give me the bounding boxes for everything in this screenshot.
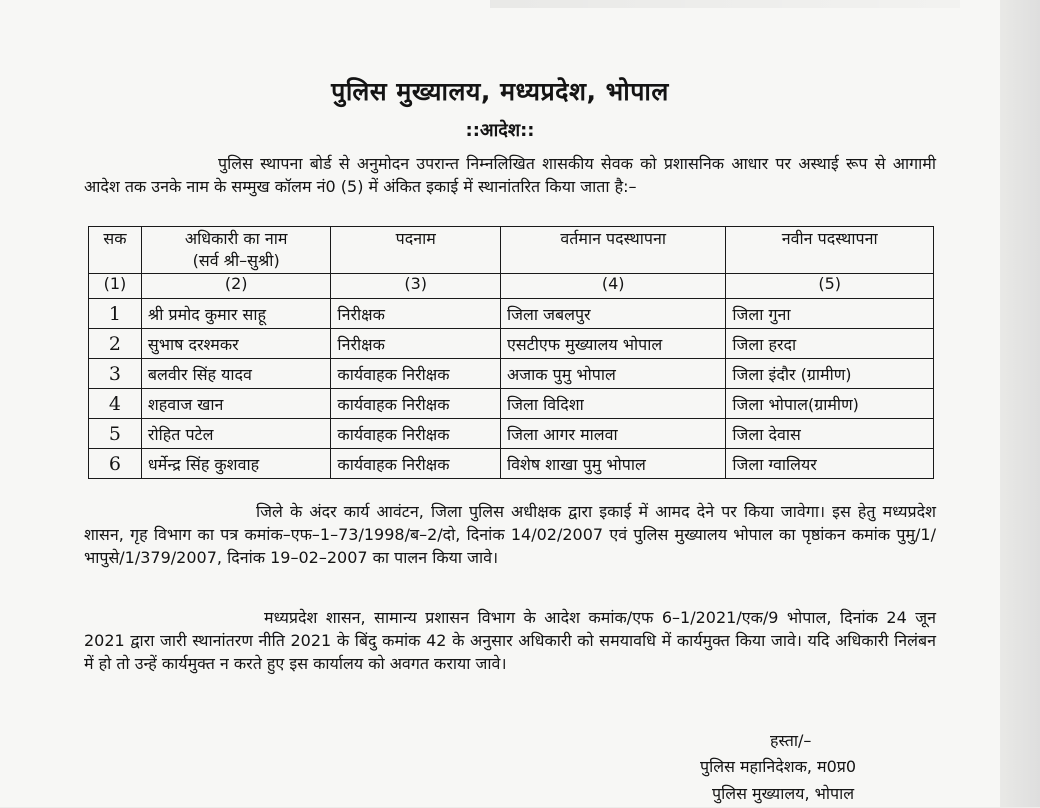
col-number: (2): [141, 274, 331, 299]
cell-designation: कार्यवाहक निरीक्षक: [331, 449, 501, 479]
cell-designation: कार्यवाहक निरीक्षक: [331, 419, 501, 449]
cell-sno: 2: [89, 329, 142, 359]
cell-designation: कार्यवाहक निरीक्षक: [331, 359, 501, 389]
cell-current-posting: अजाक पुमु भोपाल: [501, 359, 726, 389]
intro-paragraph: पुलिस स्थापना बोर्ड से अनुमोदन उपरान्त निम्नलिखित शासकीय सेवक को प्रशासनिक आधार पर अस्थाई रूप से आगामी आदेश तक उनके नाम के सम्मुख कॉलम नं0 (5) में अंकित इकाई में स्थानांतरित किया जाता है:–: [84, 154, 936, 196]
cell-sno: 4: [89, 389, 142, 419]
col-number: (4): [501, 274, 726, 299]
col-header-current-posting: वर्तमान पदस्थापना: [501, 227, 726, 274]
cell-new-posting: जिला इंदौर (ग्रामीण): [726, 359, 934, 389]
col-header-sno: सक: [89, 227, 142, 274]
cell-designation: निरीक्षक: [331, 299, 501, 329]
cell-new-posting: जिला गुना: [726, 299, 934, 329]
cell-name: रोहित पटेल: [141, 419, 331, 449]
column-number-row: [89, 274, 934, 299]
cell-current-posting: जिला आगर मालवा: [501, 419, 726, 449]
cell-name: श्री प्रमोद कुमार साहू: [141, 299, 331, 329]
cell-name: धर्मेन्द्र सिंह कुशवाह: [141, 449, 331, 479]
page-title: पुलिस मुख्यालय, मध्यप्रदेश, भोपाल: [331, 77, 669, 106]
cell-sno: 5: [89, 419, 142, 449]
cell-sno: 6: [89, 449, 142, 479]
cell-designation: कार्यवाहक निरीक्षक: [331, 389, 501, 419]
cell-current-posting: एसटीएफ मुख्यालय भोपाल: [501, 329, 726, 359]
cell-new-posting: जिला देवास: [726, 419, 934, 449]
col-header-name-line2: (सर्व श्री–सुश्री): [192, 251, 280, 270]
col-header-designation: पदनाम: [331, 227, 501, 274]
table-row: [89, 299, 934, 329]
table-row: [89, 419, 934, 449]
signature-mark: हस्ता/–: [770, 731, 812, 750]
instruction-paragraph: जिले के अंदर कार्य आवंटन, जिला पुलिस अधीक्षक द्वारा इकाई में आमद देने पर किया जावेगा। इस हेतु मध्यप्रदेश शासन, गृह विभाग का पत्र कमांक–एफ–1–73/1998/ब–2/दो, दिनांक 14/02/2007 एवं पुलिस मुख्यालय भोपाल का पृष्ठांकन कमांक पुमु/1/भापुसे/1/379/2007, दिनांक 19–02–2007 का पालन किया जावे।: [84, 502, 936, 567]
signatory-designation: पुलिस महानिदेशक, म0प्र0: [700, 757, 857, 776]
order-heading: ::आदेश::: [465, 120, 535, 141]
relieving-paragraph: मध्यप्रदेश शासन, सामान्य प्रशासन विभाग के आदेश कमांक/एफ 6–1/2021/एक/9 भोपाल, दिनांक 24 जून 2021 द्वारा जारी स्थानांतरण नीति 2021 के बिंदु कमांक 42 के अनुसार अधिकारी को समयावधि में कार्यमुक्त किया जावे। यदि अधिकारी निलंबन में हो तो उन्हें कार्यमुक्त न करते हुए इस कार्यालय को अवगत कराया जावे।: [84, 608, 936, 673]
table-header-row: [89, 227, 934, 274]
col-header-new-posting: नवीन पदस्थापना: [726, 227, 934, 274]
cell-new-posting: जिला भोपाल(ग्रामीण): [726, 389, 934, 419]
signatory-office: पुलिस मुख्यालय, भोपाल: [712, 784, 855, 803]
col-number: (1): [89, 274, 142, 299]
table-row: [89, 329, 934, 359]
table-row: [89, 389, 934, 419]
cell-name: सुभाष दरश्मकर: [141, 329, 331, 359]
cell-sno: 1: [89, 299, 142, 329]
cell-name: बलवीर सिंह यादव: [141, 359, 331, 389]
cell-new-posting: जिला ग्वालियर: [726, 449, 934, 479]
cell-new-posting: जिला हरदा: [726, 329, 934, 359]
col-number: (3): [331, 274, 501, 299]
col-header-name: [141, 227, 331, 274]
cell-current-posting: विशेष शाखा पुमु भोपाल: [501, 449, 726, 479]
table-row: [89, 449, 934, 479]
cell-sno: 3: [89, 359, 142, 389]
table-row: [89, 359, 934, 389]
cell-designation: निरीक्षक: [331, 329, 501, 359]
col-header-name-line1: अधिकारी का नाम: [184, 229, 288, 248]
scan-smudge: [490, 0, 960, 8]
cell-current-posting: जिला विदिशा: [501, 389, 726, 419]
col-number: (5): [726, 274, 934, 299]
cell-name: शहवाज खान: [141, 389, 331, 419]
transfer-table: [88, 226, 934, 479]
cell-current-posting: जिला जबलपुर: [501, 299, 726, 329]
page-edge-shadow: [1000, 0, 1040, 807]
